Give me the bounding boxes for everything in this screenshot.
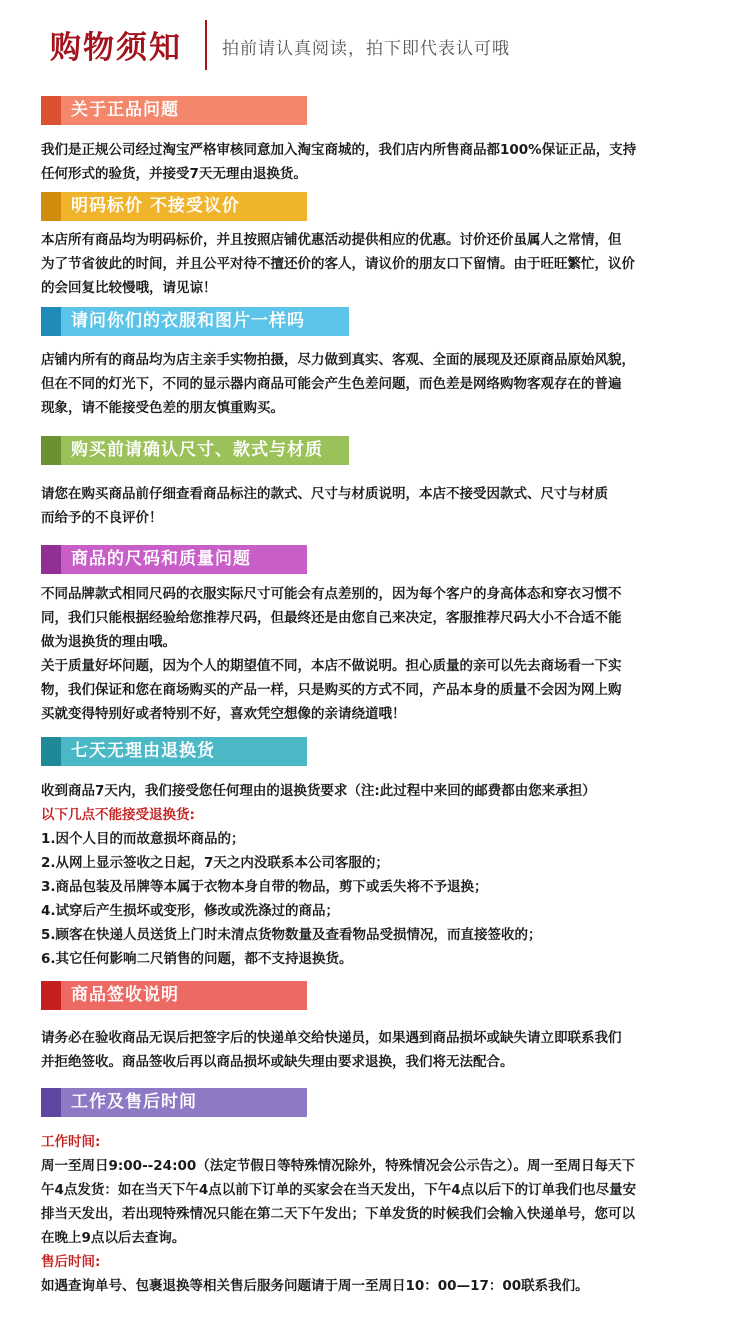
section-bar-accent (41, 192, 61, 221)
paragraph-line: 同，我们只能根据经验给您推荐尺码，但最终还是由您自己来决定，客服推荐尺码大小不合适不能 (41, 610, 622, 626)
section-bar-accent (41, 545, 61, 574)
paragraph-line: 为了节省彼此的时间，并且公平对待不擅还价的客人，请议价的朋友口下留情。由于旺旺繁忙，议价 (41, 256, 635, 272)
section-heading: 购买前请确认尺寸、款式与材质 (71, 440, 323, 460)
section-body-size-style (41, 482, 741, 530)
paragraph-line: 在晚上9点以后去查询。 (41, 1230, 186, 1246)
work-hours-label: 工作时间: (41, 1134, 101, 1150)
section-bar-accent (41, 436, 61, 465)
paragraph-line: 并拒绝签收。商品签收后再以商品损坏或缺失理由要求退换，我们将无法配合。 (41, 1054, 514, 1070)
paragraph-line: 而给予的不良评价！ (41, 510, 163, 526)
paragraph-line: 的会回复比较慢哦，请见谅！ (41, 280, 217, 296)
list-item: 1.因个人目的而故意损坏商品的； (41, 831, 245, 847)
section-heading: 明码标价 不接受议价 (71, 196, 240, 216)
list-item: 3.商品包装及吊牌等本属于衣物本身自带的物品，剪下或丢失将不予退换； (41, 879, 488, 895)
section-bar-genuine (41, 96, 307, 125)
section-body-pricing (41, 228, 741, 300)
section-bar-pricing (41, 192, 307, 221)
no-return-heading: 以下几点不能接受退换货: (41, 807, 195, 823)
section-heading: 关于正品问题 (71, 100, 179, 120)
paragraph-line: 任何形式的验货，并接受7天无理由退换货。 (41, 166, 307, 182)
page-subtitle: 拍前请认真阅读，拍下即代表认可哦 (222, 39, 510, 59)
paragraph-line: 但在不同的灯光下，不同的显示器内商品可能会产生色差问题，而色差是网络购物客观存在的普遍 (41, 376, 622, 392)
paragraph-line: 周一至周日9:00--24:00（法定节假日等特殊情况除外，特殊情况会公示告之）。周一至周日每天下 (41, 1158, 636, 1174)
paragraph-line: 本店所有商品均为明码标价，并且按照店铺优惠活动提供相应的优惠。讨价还价虽属人之常情，但 (41, 232, 622, 248)
section-bar-accent (41, 737, 61, 766)
paragraph-line: 如遇查询单号、包裹退换等相关售后服务问题请于周一至周日10：00—17：00联系我们。 (41, 1278, 589, 1294)
section-bar-signing (41, 981, 307, 1010)
paragraph-line: 做为退换货的理由哦。 (41, 634, 176, 650)
paragraph-line: 午4点发货：如在当天下午4点以前下订单的买家会在当天发出，下午4点以后下的订单我们也尽量安 (41, 1182, 637, 1198)
section-bar-size-style (41, 436, 349, 465)
section-body-genuine (41, 138, 741, 186)
section-bar-size-quality (41, 545, 307, 574)
section-bar-photos (41, 307, 349, 336)
list-item: 2.从网上显示签收之日起，7天之内没联系本公司客服的； (41, 855, 389, 871)
page-header (0, 0, 750, 80)
page-title: 购物须知 (50, 30, 182, 66)
section-heading: 七天无理由退换货 (71, 741, 215, 761)
section-body-hours (41, 1130, 741, 1298)
section-bar-returns (41, 737, 307, 766)
section-heading: 工作及售后时间 (71, 1092, 197, 1112)
header-divider (205, 20, 207, 70)
section-bar-accent (41, 307, 61, 336)
paragraph-line: 物，我们保证和您在商场购买的产品一样，只是购买的方式不同，产品本身的质量不会因为网上购 (41, 682, 622, 698)
section-body-size-quality (41, 582, 741, 726)
section-body-signing (41, 1026, 741, 1074)
section-body-returns (41, 779, 741, 971)
paragraph-line: 收到商品7天内，我们接受您任何理由的退换货要求（注:此过程中来回的邮费都由您来承担） (41, 783, 596, 799)
paragraph-line: 请您在购买商品前仔细查看商品标注的款式、尺寸与材质说明，本店不接受因款式、尺寸与材质 (41, 486, 608, 502)
list-item: 4.试穿后产生损坏或变形，修改或洗涤过的商品； (41, 903, 340, 919)
section-bar-hours (41, 1088, 307, 1117)
paragraph-line: 关于质量好坏问题，因为个人的期望值不同，本店不做说明。担心质量的亲可以先去商场看一下实 (41, 658, 622, 674)
paragraph-line: 我们是正规公司经过淘宝严格审核同意加入淘宝商城的，我们店内所售商品都100%保证正品，支持 (41, 142, 637, 158)
list-item: 5.顾客在快递人员送货上门时未清点货物数量及查看物品受损情况，而直接签收的； (41, 927, 542, 943)
section-bar-accent (41, 981, 61, 1010)
list-item: 6.其它任何影响二尺销售的问题，都不支持退换货。 (41, 951, 353, 967)
section-heading: 商品签收说明 (71, 985, 179, 1005)
section-body-photos (41, 348, 741, 420)
paragraph-line: 店铺内所有的商品均为店主亲手实物拍摄，尽力做到真实、客观、全面的展现及还原商品原始风貌， (41, 352, 635, 368)
section-bar-accent (41, 1088, 61, 1117)
paragraph-line: 买就变得特别好或者特别不好，喜欢凭空想像的亲请绕道哦！ (41, 706, 406, 722)
paragraph-line: 现象，请不能接受色差的朋友慎重购买。 (41, 400, 284, 416)
after-sales-label: 售后时间: (41, 1254, 101, 1270)
paragraph-line: 不同品牌款式相同尺码的衣服实际尺寸可能会有点差别的，因为每个客户的身高体态和穿衣习惯不 (41, 586, 622, 602)
paragraph-line: 请务必在验收商品无误后把签字后的快递单交给快递员，如果遇到商品损坏或缺失请立即联系我们 (41, 1030, 622, 1046)
section-heading: 商品的尺码和质量问题 (71, 549, 251, 569)
section-bar-accent (41, 96, 61, 125)
section-heading: 请问你们的衣服和图片一样吗 (71, 311, 305, 331)
paragraph-line: 排当天发出，若出现特殊情况只能在第二天下午发出；下单发货的时候我们会输入快递单号，您可以 (41, 1206, 635, 1222)
